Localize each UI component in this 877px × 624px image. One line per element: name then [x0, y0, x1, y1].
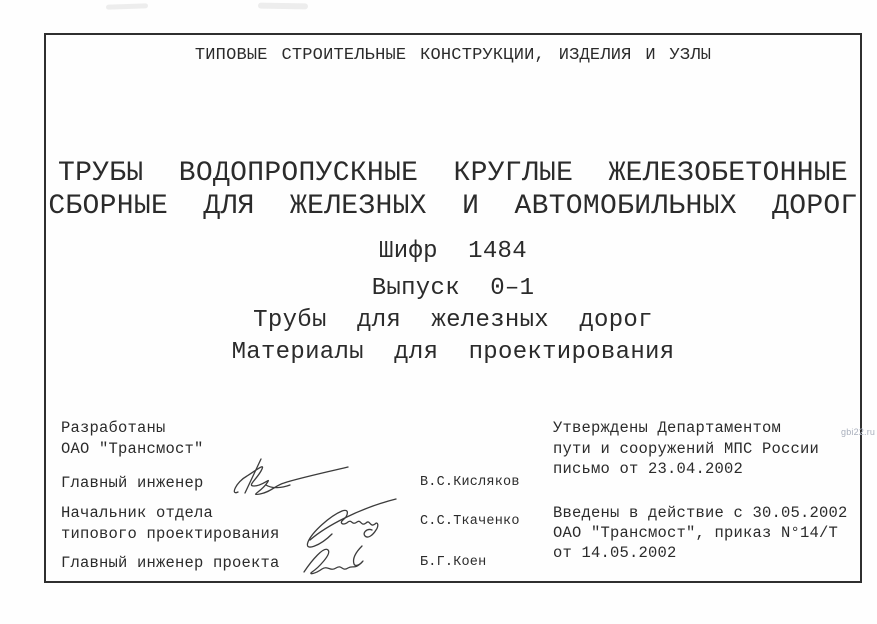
name-kislyakov: В.С.Кисляков [420, 475, 520, 490]
role-department-head-line-2: типового проектирования [61, 525, 280, 543]
effective-line-3: от 14.05.2002 [553, 544, 677, 562]
watermark: gbi22.ru [841, 427, 876, 437]
scan-smudge [106, 3, 148, 9]
document-series-header: ТИПОВЫЕ СТРОИТЕЛЬНЫЕ КОНСТРУКЦИИ, ИЗДЕЛИЯ И УЗЛЫ [194, 46, 712, 65]
approved-line-1: Утверждены Департаментом [553, 419, 782, 437]
signature-koen [300, 540, 380, 580]
approved-line-3: письмо от 23.04.2002 [553, 460, 744, 478]
developer-organization: ОАО "Трансмост" [61, 440, 204, 458]
document-issue: Выпуск 0–1 [371, 275, 535, 302]
subtitle-line-1: Трубы для железных дорог [253, 307, 653, 334]
title-line-1: ТРУБЫ ВОДОПРОПУСКНЫЕ КРУГЛЫЕ ЖЕЛЕЗОБЕТОННЫЕ [57, 158, 849, 189]
developed-label: Разработаны [61, 419, 166, 437]
role-department-head-line-1: Начальник отдела [61, 504, 214, 522]
title-line-2: СБОРНЫЕ ДЛЯ ЖЕЛЕЗНЫХ И АВТОМОБИЛЬНЫХ ДОРОГ [48, 191, 858, 222]
effective-line-2: ОАО "Трансмост", приказ N°14/Т [553, 524, 839, 542]
effective-line-1: Введены в действие с 30.05.2002 [553, 504, 848, 522]
role-chief-project-engineer: Главный инженер проекта [61, 554, 280, 572]
name-tkachenko: С.С.Ткаченко [420, 514, 520, 529]
subtitle-line-2: Материалы для проектирования [231, 339, 675, 366]
document-code: Шифр 1484 [379, 238, 527, 265]
approved-line-2: пути и сооружений МПС России [553, 440, 820, 458]
role-chief-engineer: Главный инженер [61, 474, 204, 492]
name-koen: Б.Г.Коен [420, 555, 487, 570]
scan-smudge [258, 3, 308, 10]
